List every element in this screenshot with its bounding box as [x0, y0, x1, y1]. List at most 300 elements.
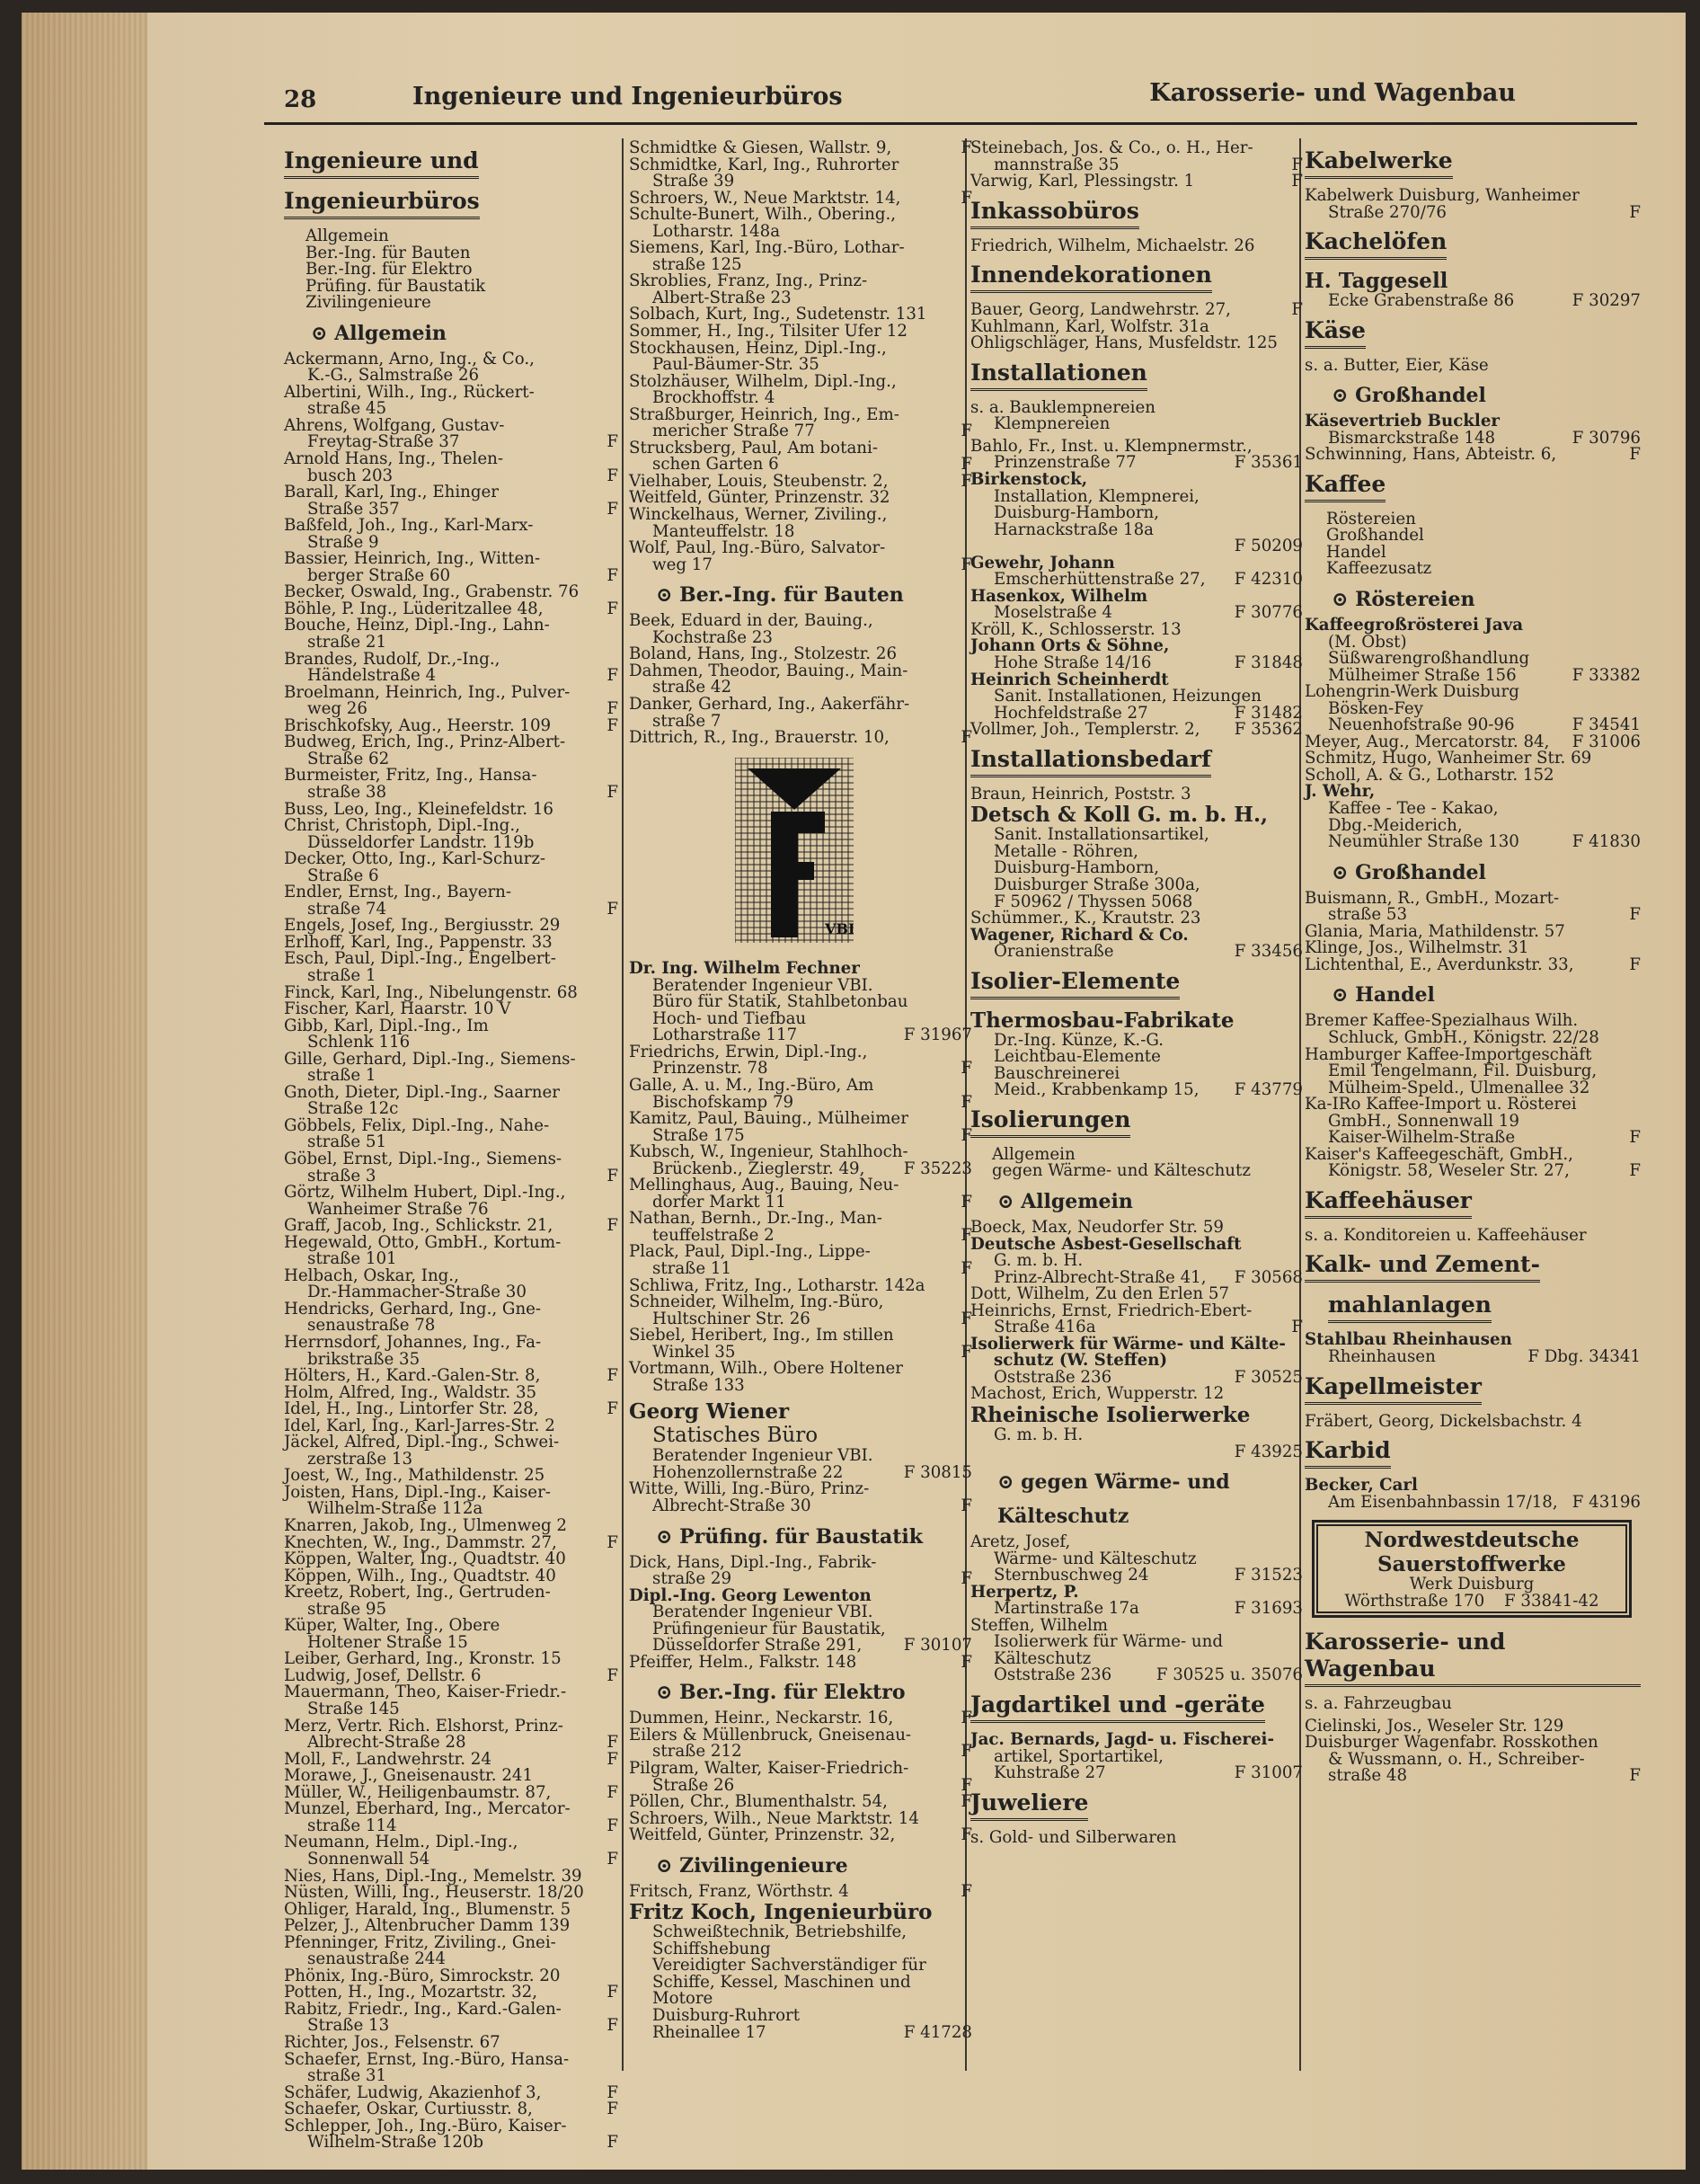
entry-text: Strucksberg, Paul, Am botani- [629, 438, 878, 457]
entry-text: Leiber, Gerhard, Ing., Kronstr. 15 [284, 1649, 562, 1669]
entry-text: senaustraße 78 [307, 1316, 436, 1336]
entry-text: Birkenstock, [970, 470, 1088, 490]
section-heading [970, 1106, 1303, 1138]
directory-entry [970, 1253, 1303, 1270]
entry-text: straße 48 [1328, 1766, 1408, 1786]
entry-text: Heinrichs, Ernst, Friedrich-Ebert- [970, 1301, 1253, 1320]
entry-phone: F [607, 1665, 618, 1685]
entry-text: Prinzenstraße 77 [994, 453, 1137, 473]
directory-entry [284, 451, 618, 468]
entry-text: Mellinghaus, Aug., Bauing, Neu- [629, 1176, 899, 1195]
entry-text: Albrecht-Straße 28 [307, 1733, 466, 1753]
entry-text: Siemens, Karl, Ing.-Büro, Lothar- [629, 238, 905, 258]
entry-text: F 50962 / Thyssen 5068 [994, 892, 1193, 911]
entry-text: Kaiser-Wilhelm-Straße [1328, 1128, 1516, 1148]
entry-text: Broelmann, Heinrich, Ing., Pulver- [284, 682, 571, 702]
entry-text: Herrnsdorf, Johannes, Ing., Fa- [284, 1333, 542, 1352]
entry-text: straße 51 [307, 1132, 387, 1152]
overview-item: Allgemein [992, 1144, 1076, 1164]
directory-entry [970, 1765, 1303, 1782]
entry-phone: F 31848 [1234, 653, 1303, 673]
entry-text: Wärme- und Kälteschutz [994, 1549, 1197, 1568]
directory-entry [284, 1701, 618, 1718]
entry-text: Wilhelm-Straße 112a [307, 1499, 483, 1519]
entry-text: Neuenhofstraße 90-96 [1328, 715, 1515, 735]
entry-text: Gibb, Karl, Dipl.-Ing., Im [284, 1016, 489, 1035]
entry-text: Düsseldorfer Landstr. 119b [307, 832, 535, 852]
directory-entry [284, 1335, 618, 1352]
entry-text: Schliwa, Fritz, Ing., Lotharstr. 142a [629, 1275, 925, 1295]
entry-text: dorfer Markt 11 [652, 1192, 786, 1212]
directory-entry [629, 2008, 972, 2025]
entry-text: Oststraße 236 [994, 1665, 1112, 1685]
company-name: Georg Wiener [629, 1399, 790, 1425]
entry-text: G. m. b. H. [994, 1425, 1084, 1444]
entry-text: Engels, Josef, Ing., Bergiusstr. 29 [284, 916, 561, 936]
entry-phone: F 30796 [1572, 428, 1641, 448]
directory-entry [970, 1534, 1303, 1551]
entry-phone: F [961, 1881, 972, 1901]
entry-phone: F [961, 1569, 972, 1589]
sub-heading: ⊙ Ber.-Ing. für Elektro [656, 1681, 906, 1705]
entry-text: weg 26 [307, 699, 367, 719]
company-subtitle: Statisches Büro [652, 1424, 819, 1448]
entry-text: weg 17 [652, 555, 713, 574]
section-heading [970, 360, 1303, 391]
directory-entry [970, 335, 1303, 352]
entry-text: Duisburg-Hamborn, [994, 503, 1160, 523]
entry-text: Görtz, Wilhelm Hubert, Dipl.-Ing., [284, 1183, 566, 1203]
directory-entry [1305, 651, 1641, 668]
entry-text: Straße 175 [652, 1125, 745, 1145]
entry-text: Sternbuschweg 24 [994, 1566, 1149, 1585]
entry-text: Schulte-Bunert, Wilh., Obering., [629, 205, 897, 225]
entry-text: J. Wehr, [1305, 782, 1376, 802]
entry-phone: F [607, 715, 618, 735]
entry-text: Rheinhausen [1328, 1346, 1436, 1366]
entry-text: straße 53 [1328, 905, 1408, 925]
entry-text: Köppen, Wilh., Ing., Quadtstr. 40 [284, 1566, 556, 1585]
directory-entry [1305, 447, 1641, 464]
directory-entry [1305, 1063, 1641, 1080]
entry-phone: F [607, 1983, 618, 2002]
directory-entry [970, 140, 1303, 157]
section-heading-text: Kalk- und Zement- [1305, 1251, 1540, 1283]
entry-text: Dittrich, R., Ing., Brauerstr. 10, [629, 728, 890, 748]
sub-heading: ⊙ Großhandel [1332, 384, 1486, 408]
sub-heading: Kälteschutz [997, 1505, 1129, 1529]
section-heading [970, 968, 1303, 999]
entry-text: Dr.-Hammacher-Straße 30 [307, 1283, 527, 1302]
directory-entry [629, 173, 972, 191]
entry-text: Herpertz, P. [970, 1582, 1079, 1602]
entry-phone: F [961, 1652, 972, 1672]
entry-phone: F [607, 432, 618, 452]
directory-entry [970, 1319, 1303, 1336]
entry-phone: F [961, 1309, 972, 1328]
directory-entry [970, 538, 1303, 555]
column-2 [629, 140, 972, 2041]
directory-entry [629, 1652, 972, 1672]
sub-heading: ⊙ Röstereien [1332, 588, 1475, 612]
entry-text: Isolierwerk für Wärme- und Kälte- [970, 1334, 1286, 1354]
entry-text: Mülheim-Speld., Ulmenallee 32 [1328, 1078, 1590, 1097]
entry-phone: F [607, 1849, 618, 1869]
entry-text: Deutsche Asbest-Gesellschaft [970, 1234, 1242, 1254]
entry-text: Fräbert, Georg, Dickelsbachstr. 4 [1305, 1411, 1582, 1431]
entry-text: Jäckel, Alfred, Dipl.-Ing., Schwei- [284, 1433, 560, 1452]
entry-text: Wolf, Paul, Ing.-Büro, Salvator- [629, 538, 886, 558]
entry-text: Buismann, R., GmbH., Mozart- [1305, 888, 1560, 908]
company-name: Fritz Koch, Ingenieurbüro [629, 1900, 933, 1925]
overview-item: Ber.-Ing. für Elektro [305, 260, 473, 280]
directory-entry [1305, 801, 1641, 818]
directory-entry [970, 786, 1303, 803]
entry-phone: F [1629, 202, 1641, 222]
entry-text: Göbel, Ernst, Dipl.-Ing., Siemens- [284, 1149, 562, 1168]
entry-text: G. m. b. H. [994, 1251, 1084, 1271]
directory-entry [629, 694, 972, 714]
entry-phone: F [607, 666, 618, 686]
entry-text: Winckelhaus, Werner, Ziviling., [629, 505, 888, 525]
ad-line [1324, 1591, 1620, 1611]
entry-text: Küper, Walter, Ing., Obere [284, 1616, 500, 1636]
entry-text: Kaffee - Tee - Kakao, [1328, 799, 1499, 819]
entry-phone: F [607, 2082, 618, 2102]
directory-entry [284, 1001, 618, 1018]
entry-text: Sanit. Installationsartikel, [994, 825, 1209, 845]
section-heading [1305, 471, 1641, 502]
entry-text: Hochfeldstraße 27 [994, 703, 1148, 723]
entry-text: senaustraße 244 [307, 1949, 446, 1969]
entry-text: Hohenzollernstraße 22 [652, 1462, 844, 1482]
entry-text: Wilhelm-Straße 120b [307, 2133, 484, 2153]
section-heading [1305, 1373, 1641, 1405]
directory-entry [284, 2068, 618, 2085]
entry-phone: F 31967 [903, 1025, 972, 1045]
entry-text: Emscherhüttenstraße 27, [994, 570, 1206, 590]
entry-text: Schmidtke & Giesen, Wallstr. 9, [629, 138, 892, 157]
entry-text: Schaefer, Ernst, Ing.-Büro, Hansa- [284, 2049, 570, 2069]
entry-text: Händelstraße 4 [307, 666, 437, 686]
entry-phone: F [607, 1733, 618, 1753]
entry-phone: F [1291, 1318, 1303, 1337]
section-heading [1305, 1437, 1641, 1469]
vbi-logo [735, 758, 854, 943]
entry-text: Wagener, Richard & Co. [970, 925, 1189, 945]
entry-text: Fritsch, Franz, Wörthstr. 4 [629, 1881, 849, 1901]
entry-text: Potten, H., Ing., Mozartstr. 32, [284, 1983, 538, 2002]
entry-text: Knarren, Jakob, Ing., Ulmenweg 2 [284, 1516, 567, 1536]
entry-text: Stockhausen, Heinz, Dipl.-Ing., [629, 338, 887, 358]
entry-phone: F [1629, 954, 1641, 974]
entry-text: Sommer, H., Ing., Tilsiter Ufer 12 [629, 322, 908, 342]
entry-text: Metalle - Röhren, [994, 841, 1138, 861]
entry-text: Pöllen, Chr., Blumenthalstr. 54, [629, 1792, 888, 1812]
entry-phone: F [1291, 300, 1303, 320]
directory-entry [1305, 617, 1641, 635]
entry-text: straße 1 [307, 1066, 376, 1086]
entry-text: Knechten, W., Ing., Dammstr. 27, [284, 1532, 557, 1552]
entry-text: Schweißtechnik, Betriebshilfe, [652, 1922, 908, 1942]
entry-text: Kreetz, Robert, Ing., Gertruden- [284, 1583, 551, 1602]
entry-text: Straßburger, Heinrich, Ing., Em- [629, 404, 899, 424]
directory-entry [284, 701, 618, 718]
entry-phone: F [607, 565, 618, 585]
directory-entry [629, 1604, 972, 1621]
entry-phone: F 31006 [1572, 732, 1641, 751]
entry-text: s. a. Fahrzeugbau [1305, 1694, 1452, 1714]
entry-text: Vereidigter Sachverständiger für [652, 1956, 926, 1975]
entry-text: Straße 13 [307, 2016, 390, 2036]
directory-entry [970, 1567, 1303, 1585]
directory-entry [284, 518, 618, 535]
entry-phone: F [607, 1816, 618, 1835]
entry-text: Weitfeld, Günter, Prinzenstr. 32, [629, 1825, 896, 1845]
overview-item: Röstereien [1326, 509, 1416, 528]
entry-text: Beek, Eduard in der, Bauing., [629, 611, 873, 631]
directory-entry [1305, 1346, 1641, 1366]
directory-entry [284, 668, 618, 685]
entry-text: Kälteschutz [994, 1648, 1092, 1668]
directory-entry [970, 944, 1303, 961]
entry-text: Holm, Alfred, Ing., Waldstr. 35 [284, 1382, 537, 1402]
entry-phone: F [607, 699, 618, 719]
directory-entry [629, 1761, 972, 1778]
entry-text: Schluck, GmbH., Königstr. 22/28 [1328, 1027, 1599, 1047]
directory-entry [284, 851, 618, 868]
entry-phone: F [1291, 172, 1303, 191]
entry-phone: F 35361 [1234, 453, 1303, 473]
entry-phone: F [961, 138, 972, 157]
entry-text: Rabitz, Friedr., Ing., Kard.-Galen- [284, 1999, 562, 2019]
section-heading-text: Kaffee [1305, 471, 1386, 502]
entry-text: Steinebach, Jos. & Co., o. H., Her- [970, 138, 1253, 157]
directory-entry [970, 722, 1303, 739]
entry-phone: F [961, 1792, 972, 1812]
section-heading-text: Inkassobüros [970, 198, 1139, 229]
entry-phone: F 35362 [1234, 720, 1303, 740]
entry-text: Straße 62 [307, 749, 390, 768]
entry-phone: F [607, 466, 618, 485]
entry-text: straße 114 [307, 1816, 397, 1835]
entry-text: Brandes, Rudolf, Dr.,-Ing., [284, 649, 500, 669]
directory-entry [1305, 413, 1641, 431]
entry-phone: F [607, 782, 618, 802]
column-divider [622, 138, 624, 2071]
entry-phone: F [961, 1225, 972, 1245]
entry-text: Straße 12c [307, 1099, 399, 1119]
directory-entry [629, 1375, 972, 1395]
entry-text: Holtener Straße 15 [307, 1632, 468, 1652]
entry-text: Albrecht-Straße 30 [652, 1496, 811, 1515]
entry-text: Hendricks, Gerhard, Ing., Gne- [284, 1299, 542, 1318]
entry-text: Ahrens, Wolfgang, Gustav- [284, 415, 505, 435]
entry-phone: F [961, 1092, 972, 1112]
entry-text: Pilgram, Walter, Kaiser-Friedrich- [629, 1759, 909, 1779]
entry-text: artikel, Sportartikel, [994, 1746, 1164, 1766]
entry-phone: F [607, 1399, 618, 1419]
entry-text: Ka-IRo Kaffee-Import u. Rösterei [1305, 1095, 1577, 1114]
entry-text: straße 212 [652, 1742, 742, 1762]
entry-text: Vollmer, Joh., Templerstr. 2, [970, 720, 1200, 740]
directory-entry [1305, 293, 1641, 310]
overview-item: Zivilingenieure [305, 293, 431, 313]
entry-text: Erlhoff, Karl, Ing., Pappenstr. 33 [284, 932, 553, 952]
ad-line: Werk Duisburg [1409, 1575, 1535, 1594]
entry-text: Moselstraße 4 [994, 603, 1112, 623]
entry-text: straße 31 [307, 2066, 387, 2086]
section-heading-text: Installationen [970, 360, 1147, 391]
directory-entry [1305, 1696, 1641, 1713]
entry-phone: F [1629, 905, 1641, 925]
directory-entry [629, 1177, 972, 1194]
directory-entry [1305, 1768, 1641, 1785]
directory-entry [284, 1768, 618, 1785]
entry-text: Budweg, Erich, Ing., Prinz-Albert- [284, 732, 566, 752]
company-name: Rheinische Isolierwerke [970, 1402, 1251, 1427]
advertisement-box [1312, 1520, 1632, 1618]
directory-entry [284, 1518, 618, 1535]
sub-heading: ⊙ Allgemein [997, 1189, 1133, 1213]
entry-text: Eilers & Müllenbruck, Gneisenau- [629, 1725, 912, 1745]
entry-phone: F 31523 [1234, 1566, 1303, 1585]
entry-text: Gewehr, Johann [970, 553, 1115, 573]
entry-text: Beratender Ingenieur VBI. [652, 975, 873, 995]
entry-text: brikstraße 35 [307, 1349, 421, 1369]
directory-entry [284, 1918, 618, 1935]
entry-text: Bassier, Heinrich, Ing., Witten- [284, 549, 541, 569]
directory-entry [284, 1951, 618, 1968]
directory-entry [629, 1144, 972, 1161]
directory-entry [970, 235, 1303, 255]
entry-text: Bauer, Georg, Landwehrstr. 27, [970, 300, 1231, 320]
entry-text: Süßwarengroßhandlung [1328, 649, 1530, 669]
header-left-title: Ingenieure und Ingenieurbüros [412, 83, 843, 111]
entry-text: Brockhoffstr. 4 [652, 388, 775, 408]
entry-phone: F 30776 [1234, 603, 1303, 623]
entry-text: Ecke Grabenstraße 86 [1328, 291, 1515, 311]
entry-text: Rheinallee 17 [652, 2022, 766, 2042]
directory-entry [629, 1258, 972, 1278]
entry-text: Ohligschläger, Hans, Musfeldstr. 125 [970, 333, 1279, 353]
entry-text: Schaefer, Oskar, Curtiusstr. 8, [284, 2100, 533, 2119]
entry-phone: F [961, 1709, 972, 1728]
directory-entry [970, 302, 1303, 319]
entry-text: Prinz-Albrecht-Straße 41, [994, 1267, 1207, 1287]
entry-text: straße 1 [307, 965, 376, 985]
entry-text: Aretz, Josef, [970, 1532, 1071, 1552]
sub-heading: ⊙ Großhandel [1332, 860, 1486, 884]
entry-text: Graff, Jacob, Ing., Schlickstr. 21, [284, 1216, 553, 1236]
entry-phone: F [607, 2100, 618, 2119]
entry-text: Böhle, P. Ing., Lüderitzallee 48, [284, 599, 544, 618]
entry-phone: F [961, 1742, 972, 1762]
logo-suffix: VBI [825, 919, 854, 937]
entry-text: Leichtbau-Elemente [994, 1047, 1161, 1067]
entry-text: Fischer, Karl, Haarstr. 10 V [284, 999, 511, 1019]
section-heading-text: mahlanlagen [1328, 1292, 1492, 1323]
entry-text: Käsevertrieb Buckler [1305, 412, 1500, 431]
entry-text: Becker, Oswald, Ing., Grabenstr. 76 [284, 582, 580, 602]
entry-text: Duisburger Wagenfabr. Rosskothen [1305, 1733, 1598, 1753]
entry-text: Oranienstraße [994, 942, 1114, 962]
section-heading-text: Kabelwerke [1305, 147, 1453, 179]
entry-text: Machost, Erich, Wupperstr. 12 [970, 1384, 1225, 1404]
entry-text: Klinge, Jos., Wilhelmstr. 31 [1305, 938, 1529, 958]
entry-text: Finck, Karl, Ing., Nibelungenstr. 68 [284, 982, 578, 1002]
entry-phone: F [961, 1342, 972, 1362]
directory-entry [284, 1851, 618, 1869]
entry-text: straße 38 [307, 782, 387, 802]
entry-text: Paul-Bäumer-Str. 35 [652, 355, 819, 375]
entry-text: s. Gold- und Silberwaren [970, 1827, 1177, 1847]
section-heading [970, 198, 1303, 229]
entry-text: Straße 416a [994, 1318, 1096, 1337]
entry-phone: F [961, 455, 972, 475]
section-heading-text: Jagdartikel und -geräte [970, 1691, 1265, 1723]
entry-text: Mauermann, Theo, Kaiser-Friedr.- [284, 1682, 567, 1702]
entry-phone: F [961, 1059, 972, 1079]
entry-text: Prüfingenieur für Baustatik, [652, 1619, 886, 1638]
entry-text: Kuhstraße 27 [994, 1763, 1106, 1783]
directory-entry [629, 1294, 972, 1311]
directory-entry [970, 1444, 1303, 1461]
directory-entry [1305, 684, 1641, 701]
company-name: Thermosbau-Fabrikate [970, 1008, 1235, 1033]
directory-entry [970, 173, 1303, 191]
entry-text: Cielinski, Jos., Weseler Str. 129 [1305, 1716, 1564, 1736]
entry-text: Stolzhäuser, Wilhelm, Dipl.-Ing., [629, 371, 897, 391]
entry-text: Moll, F., Landwehrstr. 24 [284, 1749, 491, 1769]
entry-text: Düsseldorfer Straße 291, [652, 1636, 863, 1656]
entry-text: Oststraße 236 [994, 1367, 1112, 1387]
section-heading [970, 262, 1303, 293]
entry-text: Dott, Wilhelm, Zu den Erlen 57 [970, 1284, 1230, 1304]
entry-text: Phönix, Ing.-Büro, Simrockstr. 20 [284, 1966, 561, 1985]
directory-entry [1305, 1492, 1641, 1512]
directory-entry [284, 1401, 618, 1418]
entry-text: Neumann, Helm., Dipl.-Ing., [284, 1833, 518, 1852]
entry-text: straße 95 [307, 1599, 387, 1619]
section-heading-text: Kaffeehäuser [1305, 1187, 1472, 1219]
directory-entry [284, 1885, 618, 1902]
entry-text: Glania, Maria, Mathildenstr. 57 [1305, 921, 1565, 941]
entry-text: Schmitz, Hugo, Wanheimer Str. 69 [1305, 749, 1592, 768]
entry-text: Barall, Karl, Ing., Ehinger [284, 483, 499, 502]
header-right-title: Karosserie- und Wagenbau [1149, 79, 1516, 107]
entry-text: berger Straße 60 [307, 565, 451, 585]
directory-entry [629, 140, 972, 157]
section-heading [970, 1789, 1303, 1821]
directory-entry [970, 472, 1303, 489]
entry-text: Morawe, J., Gneisenaustr. 241 [284, 1766, 534, 1786]
entry-phone: F Dbg. 34341 [1527, 1346, 1641, 1366]
entry-text: Schiffe, Kessel, Maschinen und [652, 1972, 911, 1992]
entry-phone: F 30568 [1234, 1267, 1303, 1287]
entry-text: Braun, Heinrich, Poststr. 3 [970, 784, 1191, 803]
entry-text: Schiffshebung [652, 1939, 771, 1958]
entry-phone: F [961, 422, 972, 441]
entry-text: Boland, Hans, Ing., Stolzestr. 26 [629, 644, 898, 664]
directory-entry [1305, 188, 1641, 205]
ad-phone: F 33841-42 [1499, 1591, 1599, 1611]
entry-text: Varwig, Karl, Plessingstr. 1 [970, 172, 1195, 191]
section-heading-text: Karbid [1305, 1437, 1391, 1469]
entry-text: Prinzenstr. 78 [652, 1059, 768, 1079]
directory-entry [629, 207, 972, 224]
entry-text: Hölters, H., Kard.-Galen-Str. 8, [284, 1366, 541, 1386]
